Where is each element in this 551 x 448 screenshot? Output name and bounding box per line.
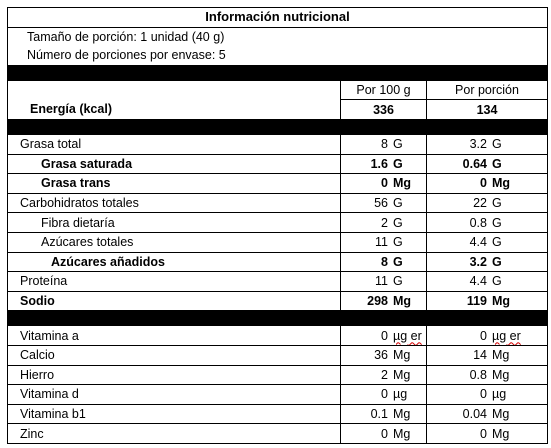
nutrient-label: Proteína [8, 272, 341, 292]
nutrients-section [8, 134, 548, 310]
nutrient-label: Hierro [8, 365, 341, 385]
unit-per-100g: G [393, 254, 403, 269]
unit-per-serving: µg er [492, 328, 521, 343]
unit-per-serving: G [492, 156, 502, 171]
amount-per-100g: 0.1 [370, 406, 388, 421]
amount-per-serving: 0 [480, 176, 487, 191]
nutrient-label: Vitamina a [8, 326, 341, 346]
value-cell-per-serving [427, 291, 548, 311]
value-cell-per-serving [427, 365, 548, 385]
serving-size-row [8, 27, 548, 46]
table-row [8, 252, 548, 272]
unit-per-100g: G [393, 137, 403, 152]
unit-per-serving: G [492, 274, 502, 289]
value-cell-per-serving [427, 154, 548, 174]
table-row [8, 365, 548, 385]
amount-per-serving: 0 [480, 328, 487, 343]
value-cell-per-100g [341, 174, 427, 194]
separator-bar [8, 65, 548, 80]
table-row [8, 232, 548, 252]
unit-per-serving: Mg [492, 426, 510, 441]
unit-per-serving: Mg [492, 367, 510, 382]
value-cell-per-serving [427, 232, 548, 252]
unit-per-100g: G [393, 235, 403, 250]
unit-per-100g: G [393, 196, 403, 211]
vitamins-section [8, 326, 548, 444]
unit-per-serving: G [492, 196, 502, 211]
amount-per-100g: 0 [381, 387, 388, 402]
amount-per-100g: 0 [381, 426, 388, 441]
nutrient-label: Vitamina d [8, 385, 341, 405]
value-cell-per-100g [341, 193, 427, 213]
amount-per-serving: 0.8 [469, 367, 487, 382]
amount-per-serving: 0 [480, 426, 487, 441]
energy-label: Energía (kcal) [8, 100, 341, 120]
nutrient-label: Carbohidratos totales [8, 193, 341, 213]
nutrient-label: Zinc [8, 424, 341, 444]
value-cell-per-serving [427, 345, 548, 365]
value-cell-per-serving [427, 424, 548, 444]
table-row [8, 291, 548, 311]
nutrient-label: Sodio [8, 291, 341, 311]
unit-per-100g: G [393, 274, 403, 289]
serving-size: Tamaño de porción: 1 unidad (40 g) [8, 27, 548, 46]
table-row [8, 326, 548, 346]
unit-per-serving: G [492, 215, 502, 230]
separator-bar [8, 311, 548, 326]
unit-per-100g: G [393, 156, 403, 171]
amount-per-100g: 56 [374, 196, 388, 211]
value-cell-per-100g [341, 404, 427, 424]
table-title: Información nutricional [8, 8, 548, 28]
amount-per-serving: 14 [473, 348, 487, 363]
amount-per-serving: 4.4 [469, 235, 487, 250]
value-cell-per-100g [341, 232, 427, 252]
unit-per-serving: Mg [492, 406, 510, 421]
value-cell-per-serving [427, 326, 548, 346]
amount-per-serving: 0 [480, 387, 487, 402]
unit-per-100g: Mg [393, 426, 411, 441]
amount-per-serving: 3.2 [469, 254, 487, 269]
amount-per-100g: 8 [381, 254, 388, 269]
value-cell-per-100g [341, 424, 427, 444]
table-row [8, 193, 548, 213]
energy-per-100g: 336 [341, 100, 427, 120]
unit-per-serving: G [492, 235, 502, 250]
value-cell-per-serving [427, 174, 548, 194]
unit-per-100g: Mg [393, 406, 411, 421]
nutrient-label: Calcio [8, 345, 341, 365]
amount-per-100g: 0 [381, 328, 388, 343]
unit-per-100g: Mg [393, 367, 411, 382]
value-cell-per-100g [341, 345, 427, 365]
value-cell-per-100g [341, 385, 427, 405]
value-cell-per-serving [427, 252, 548, 272]
unit-per-100g: µg er [393, 328, 422, 343]
value-cell-per-100g [341, 213, 427, 233]
value-cell-per-serving [427, 385, 548, 405]
table-row [8, 154, 548, 174]
table-row [8, 404, 548, 424]
nutrient-label: Fibra dietaría [8, 213, 341, 233]
energy-per-serving: 134 [427, 100, 548, 120]
amount-per-100g: 0 [381, 176, 388, 191]
amount-per-100g: 2 [381, 215, 388, 230]
value-cell-per-100g [341, 272, 427, 292]
header-per-100g: Por 100 g [341, 80, 427, 100]
amount-per-100g: 8 [381, 137, 388, 152]
value-cell-per-100g [341, 154, 427, 174]
unit-per-100g: G [393, 215, 403, 230]
amount-per-100g: 2 [381, 367, 388, 382]
unit-per-serving: Mg [492, 348, 510, 363]
amount-per-serving: 0.64 [462, 156, 487, 171]
value-cell-per-serving [427, 272, 548, 292]
amount-per-100g: 298 [367, 294, 388, 309]
amount-per-100g: 36 [374, 348, 388, 363]
servings-per-container-row [8, 46, 548, 65]
unit-per-serving: µg [492, 387, 507, 402]
value-cell-per-serving [427, 213, 548, 233]
unit-per-serving: G [492, 137, 502, 152]
amount-per-serving: 0.04 [462, 406, 487, 421]
unit-per-serving: Mg [492, 176, 511, 191]
unit-per-100g: Mg [393, 176, 412, 191]
table-row [8, 385, 548, 405]
value-cell-per-100g [341, 134, 427, 154]
amount-per-serving: 119 [466, 294, 487, 309]
table-row [8, 345, 548, 365]
unit-per-100g: Mg [393, 294, 412, 309]
nutrient-label: Grasa total [8, 134, 341, 154]
nutrient-label: Azúcares añadidos [8, 252, 341, 272]
unit-per-100g: µg [393, 387, 408, 402]
table-row [8, 424, 548, 444]
value-cell-per-serving [427, 404, 548, 424]
nutrient-label: Grasa saturada [8, 154, 341, 174]
nutrient-label: Azúcares totales [8, 232, 341, 252]
header-per-serving: Por porción [427, 80, 548, 100]
value-cell-per-serving [427, 193, 548, 213]
nutrient-label: Vitamina b1 [8, 404, 341, 424]
table-row [8, 213, 548, 233]
value-cell-per-100g [341, 252, 427, 272]
amount-per-serving: 4.4 [469, 274, 487, 289]
unit-per-serving: Mg [492, 294, 511, 309]
nutrient-label: Grasa trans [8, 174, 341, 194]
energy-row [8, 100, 548, 120]
value-cell-per-100g [341, 365, 427, 385]
table-row [8, 272, 548, 292]
separator-bar [8, 119, 548, 134]
amount-per-100g: 1.6 [370, 156, 388, 171]
amount-per-serving: 22 [473, 196, 487, 211]
table-row [8, 134, 548, 154]
column-header-row [8, 80, 548, 100]
amount-per-serving: 0.8 [469, 215, 487, 230]
servings-per-container: Número de porciones por envase: 5 [8, 46, 548, 65]
value-cell-per-100g [341, 326, 427, 346]
amount-per-serving: 3.2 [469, 137, 487, 152]
amount-per-100g: 11 [375, 235, 388, 250]
value-cell-per-100g [341, 291, 427, 311]
unit-per-100g: Mg [393, 348, 411, 363]
title-row [8, 8, 548, 28]
table-row [8, 174, 548, 194]
unit-per-serving: G [492, 254, 502, 269]
nutrition-facts-table [7, 7, 548, 444]
value-cell-per-serving [427, 134, 548, 154]
amount-per-100g: 11 [375, 274, 388, 289]
